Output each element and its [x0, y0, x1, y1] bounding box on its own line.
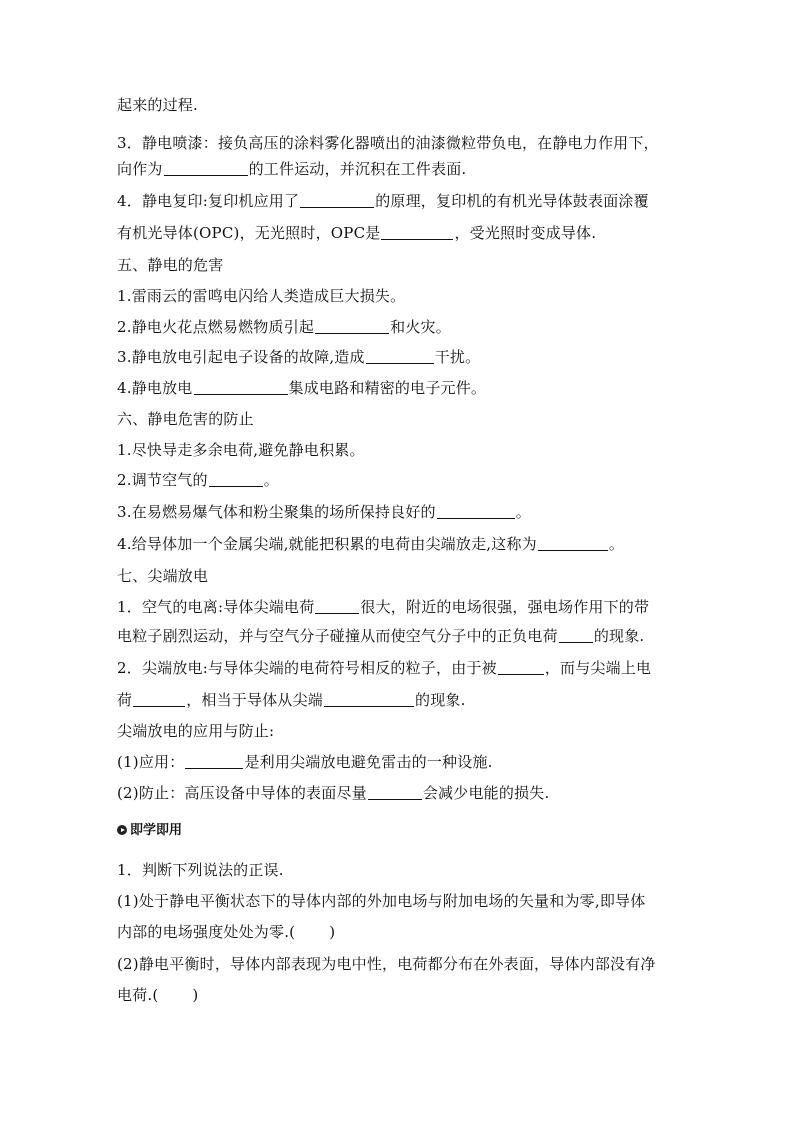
text-line — [117, 860, 284, 880]
text-line — [117, 223, 596, 243]
text-fragment: 荷 — [117, 691, 133, 709]
text-fragment: 3.在易燃易爆气体和粉尘聚集的场所保持良好的 — [117, 503, 436, 521]
text-fragment: 4.给导体加一个金属尖端,就能把积累的电荷由尖端放走,这称为 — [117, 535, 537, 553]
text-fragment: 干扰。 — [434, 348, 481, 366]
text-line — [117, 317, 451, 337]
text-fragment: 和火灾。 — [390, 318, 451, 336]
text-line — [117, 752, 493, 772]
text-fragment: 1.尽快导走多余电荷,避免静电积累。 — [117, 441, 365, 459]
text-fragment: 2.调节空气的 — [117, 471, 208, 489]
section-marker — [117, 822, 182, 840]
text-fragment: 。 — [263, 471, 279, 489]
text-fragment: 。 — [608, 535, 625, 553]
fill-blank[interactable] — [300, 192, 374, 208]
text-fragment: 。 — [515, 503, 531, 521]
section-heading — [117, 566, 208, 586]
text-fragment: (1)应用： — [117, 753, 185, 771]
text-fragment: 3.静电放电引起电子设备的故障,造成 — [117, 348, 365, 366]
text-line — [117, 502, 531, 522]
text-line — [117, 133, 659, 153]
fill-blank[interactable] — [133, 691, 185, 707]
fill-blank[interactable] — [164, 160, 248, 176]
text-line — [117, 347, 480, 367]
text-fragment: 3．静电喷漆：接负高压的涂料雾化器喷出的油漆微粒带负电，在静电力作用下， — [117, 134, 659, 152]
text-line — [117, 891, 645, 911]
fill-blank[interactable] — [368, 784, 422, 800]
text-fragment: 4.静电放电 — [117, 379, 193, 397]
text-fragment: ，而与尖端上电 — [544, 659, 652, 677]
text-fragment: 六、静电危害的防止 — [117, 410, 254, 428]
text-line — [117, 286, 405, 306]
text-fragment: 尖端放电的应用与防止: — [117, 722, 275, 740]
fill-blank[interactable] — [324, 691, 414, 707]
fill-blank[interactable] — [194, 379, 288, 395]
text-fragment: 4．静电复印:复印机应用了 — [117, 192, 300, 210]
fill-blank[interactable] — [559, 627, 593, 643]
text-line — [117, 191, 649, 211]
fill-blank[interactable] — [381, 224, 453, 240]
text-fragment: 的现象. — [593, 627, 645, 645]
fill-blank[interactable] — [366, 348, 434, 364]
text-line — [117, 658, 651, 678]
text-fragment: ，相当于导体从尖端 — [186, 691, 324, 709]
text-fragment: 1.雷雨云的雷鸣电闪给人类造成巨大损失。 — [117, 287, 406, 305]
marker-label: 即学即用 — [130, 823, 183, 838]
text-fragment: ) — [329, 923, 336, 941]
text-fragment: 会减少电能的损失. — [422, 784, 550, 802]
text-fragment: 内部的电场强度处处为零.( — [117, 923, 296, 941]
text-fragment: 五、静电的危害 — [117, 256, 224, 274]
section-heading — [117, 409, 254, 429]
text-fragment: 向作为 — [117, 160, 163, 178]
text-fragment: 起来的过程. — [117, 96, 198, 114]
text-fragment: 2．尖端放电:与导体尖端的电荷符号相反的粒子，由于被 — [117, 659, 497, 677]
text-line — [117, 922, 335, 942]
text-line — [117, 626, 644, 646]
fill-blank[interactable] — [185, 753, 243, 769]
text-fragment: 电粒子剧烈运动，并与空气分子碰撞从而使空气分子中的正负电荷 — [117, 627, 558, 645]
fill-blank[interactable] — [209, 471, 263, 487]
text-fragment: 集成电路和精密的电子元件。 — [288, 379, 487, 397]
text-fragment: 2.静电火花点燃易燃物质引起 — [117, 318, 315, 336]
text-fragment: 的工件运动，并沉积在工件表面. — [248, 160, 467, 178]
fill-blank[interactable] — [498, 659, 544, 675]
text-line — [117, 954, 656, 974]
text-fragment: 是利用尖端放电避免雷击的一种设施. — [244, 753, 493, 771]
section-heading — [117, 255, 223, 275]
fill-blank[interactable] — [315, 598, 359, 614]
text-fragment: (2)静电平衡时，导体内部表现为电中性，电荷都分布在外表面，导体内部没有净 — [117, 955, 656, 973]
text-fragment: 的原理，复印机的有机光导体鼓表面涂覆 — [375, 192, 649, 210]
text-line — [117, 159, 466, 179]
text-line — [117, 690, 466, 710]
text-fragment: 1．判断下列说法的正误. — [117, 861, 284, 879]
text-fragment: (2)防止：高压设备中导体的表面尽量 — [117, 784, 367, 802]
text-line — [117, 470, 279, 490]
text-fragment: 有机光导体(OPC)，无光照时，OPC是 — [117, 224, 381, 242]
text-fragment: 电荷.( — [117, 986, 159, 1004]
text-fragment: ，受光照时变成导体. — [454, 224, 597, 242]
text-fragment: ) — [192, 986, 199, 1004]
text-line — [117, 95, 198, 115]
play-circle-icon — [117, 825, 127, 835]
text-line — [117, 440, 365, 460]
text-line — [117, 721, 274, 741]
fill-blank[interactable] — [538, 535, 608, 551]
text-line — [117, 985, 198, 1005]
fill-blank[interactable] — [315, 318, 389, 334]
text-fragment: 七、尖端放电 — [117, 567, 209, 585]
fill-blank[interactable] — [437, 503, 515, 519]
text-line — [117, 783, 549, 803]
text-fragment: 很大，附近的电场很强，强电场作用下的带 — [360, 598, 650, 616]
text-line — [117, 378, 486, 398]
text-fragment: 的现象. — [415, 691, 466, 709]
text-line — [117, 597, 649, 617]
text-fragment: (1)处于静电平衡状态下的导体内部的外加电场与附加电场的矢量和为零,即导体 — [117, 892, 646, 910]
text-line — [117, 534, 624, 554]
text-fragment: 1．空气的电离:导体尖端电荷 — [117, 598, 315, 616]
